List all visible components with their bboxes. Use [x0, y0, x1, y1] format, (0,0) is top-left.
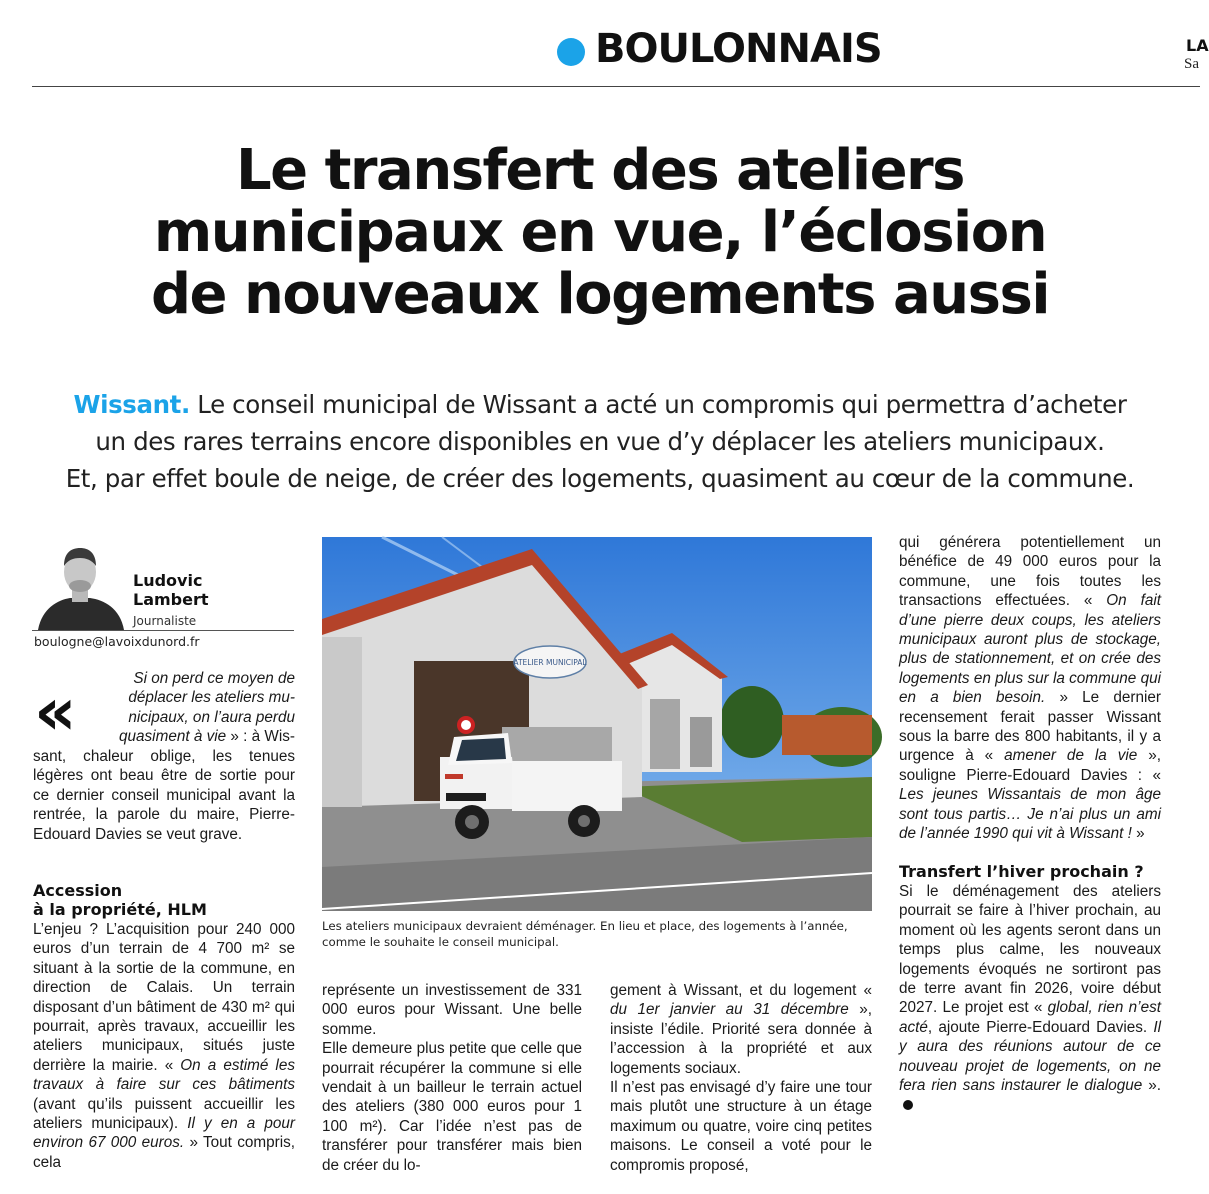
section-dot-icon	[557, 38, 585, 66]
paragraph: qui générera potentiellement un bénéfice de 49 000 euros pour la commune, une fois toutes les transactions effectuées. « On fait d’une pierre deux coups, les ateliers municipaux auront plus de stockage, plus de stationnement, et on crée des logements en plus sur la commune qui en a bien besoin. » Le dernier recensement ferait passer Wissant sous la barre des 800 habitants, il y a urgence à « amener de la vie », souligne Pierre-Edouard Davies : « Les jeunes Wissantais de mon âge sont tous partis… Je n’ai plus un ami de l’année 1990 qui vit à Wissant ! »	[899, 534, 1162, 843]
author-avatar	[36, 538, 124, 630]
quote-tail: » : à Wis-	[226, 728, 295, 746]
quote-line: quasiment à vie	[119, 728, 227, 746]
headline-line: de nouveaux logements aussi	[150, 262, 1050, 327]
lead-line: Le conseil municipal de Wissant a acté un compromis qui permettra d’acheter	[189, 390, 1127, 419]
paragraph: Il n’est pas envisagé d’y faire une tour mais plutôt une structure à un étage maximum ou quatre, voire cinq petites maisons. Le conseil a voté pour le compromis proposé,	[610, 1079, 872, 1174]
paragraph: sant, chaleur oblige, les tenues légères ont beau être de sortie pour ce dernier conseil municipal avant la rentrée, la parole du maire, Pierre-Edouard Davies se veut grave.	[33, 748, 295, 843]
column-4-body-2	[899, 882, 1161, 1115]
author-last-name: Lambert	[133, 590, 209, 609]
paragraph: Elle demeure plus petite que celle que pourrait récupérer la commune si elle vendait à un bailleur le terrain actuel des ateliers (380 000 euros pour 1 100 m²). Car l’idée n’est pas de transférer pour transférer mais bien de créer du lo-	[322, 1040, 582, 1174]
author-divider	[32, 630, 294, 631]
caption-line: Les ateliers municipaux devraient déménager. En lieu et place, des logements à l’année,	[322, 919, 848, 933]
paragraph: Si le déménagement des ateliers pourrait se faire à l’hiver prochain, au moment où les agents seront dans un temps plus calme, les nouveaux logements évoqués ne sortiront pas de terre avant fin 2026, voire début 2027. Le projet est « global, rien n’est acté, ajoute Pierre-Edouard Davies. Il y aura des réunions autour de ce nouveau projet de logements, on ne fera rien sans instaurer le dialogue ».	[899, 882, 1161, 1115]
article-photo	[322, 537, 872, 911]
column-4-body	[899, 533, 1161, 844]
subhead-line: à la propriété, HLM	[33, 900, 207, 919]
column-3-body	[610, 981, 872, 1175]
column-2-body	[322, 981, 582, 1175]
paragraph: L’enjeu ? L’acquisition pour 240 000 euros d’un terrain de 4 700 m² se situant à la sortie de la commune, en direction de Calais. Un terrain disposant d’un bâtiment de 430 m² qui pourrait, après travaux, accueillir les ateliers municipaux, situés juste derrière la mairie. « On a estimé les travaux à faire sur ces bâtiments (avant qu’ils puissent accueillir les ateliers municipaux). Il y en a pour environ 67 000 euros. » Tout compris, cela	[33, 921, 296, 1171]
lead-place: Wissant.	[73, 390, 190, 419]
column-1-body	[33, 747, 295, 844]
quote-mark-icon: «	[34, 673, 63, 750]
subhead-accession	[33, 881, 295, 919]
photo-sign-text: ATELIER MUNICIPAL	[513, 658, 587, 667]
author-email[interactable]: boulogne@lavoixdunord.fr	[34, 634, 200, 649]
quote-line: Si on perd ce moyen de	[133, 670, 295, 687]
headline	[40, 140, 1160, 326]
column-1-quote	[110, 669, 295, 747]
section-title: BOULONNAIS	[595, 26, 882, 72]
author-name	[133, 571, 209, 609]
end-mark-icon	[903, 1100, 913, 1110]
author-role: Journaliste	[133, 614, 197, 628]
lead-paragraph	[34, 386, 1166, 497]
header-divider	[32, 86, 1200, 87]
headline-line: municipaux en vue, l’éclosion	[153, 200, 1047, 265]
caption-line: comme le souhaite le conseil municipal.	[322, 935, 559, 949]
photo-caption	[322, 918, 872, 950]
quote-line: nicipaux, on l’aura perdu	[128, 708, 295, 726]
quote-line: déplacer les ateliers mu-	[128, 689, 295, 707]
lead-line: Et, par effet boule de neige, de créer des logements, quasiment au cœur de la commune.	[65, 464, 1135, 493]
lead-line: un des rares terrains encore disponibles en vue d’y déplacer les ateliers municipaux.	[95, 427, 1105, 456]
column-1-body-2	[33, 920, 295, 1172]
headline-line: Le transfert des ateliers	[235, 138, 964, 203]
paragraph: gement à Wissant, et du logement « du 1er janvier au 31 décembre », insiste l’édile. Priorité sera donnée à l’accession à la propriété et aux logements sociaux.	[610, 982, 872, 1077]
subhead-transfert: Transfert l’hiver prochain ?	[899, 862, 1144, 881]
subhead-line: Accession	[33, 881, 123, 900]
date-corner: Sa	[1184, 56, 1199, 72]
paragraph: représente un investissement de 331 000 euros pour Wissant. Une belle somme.	[322, 982, 582, 1038]
author-first-name: Ludovic	[133, 571, 203, 590]
masthead-corner: LA	[1186, 36, 1209, 55]
